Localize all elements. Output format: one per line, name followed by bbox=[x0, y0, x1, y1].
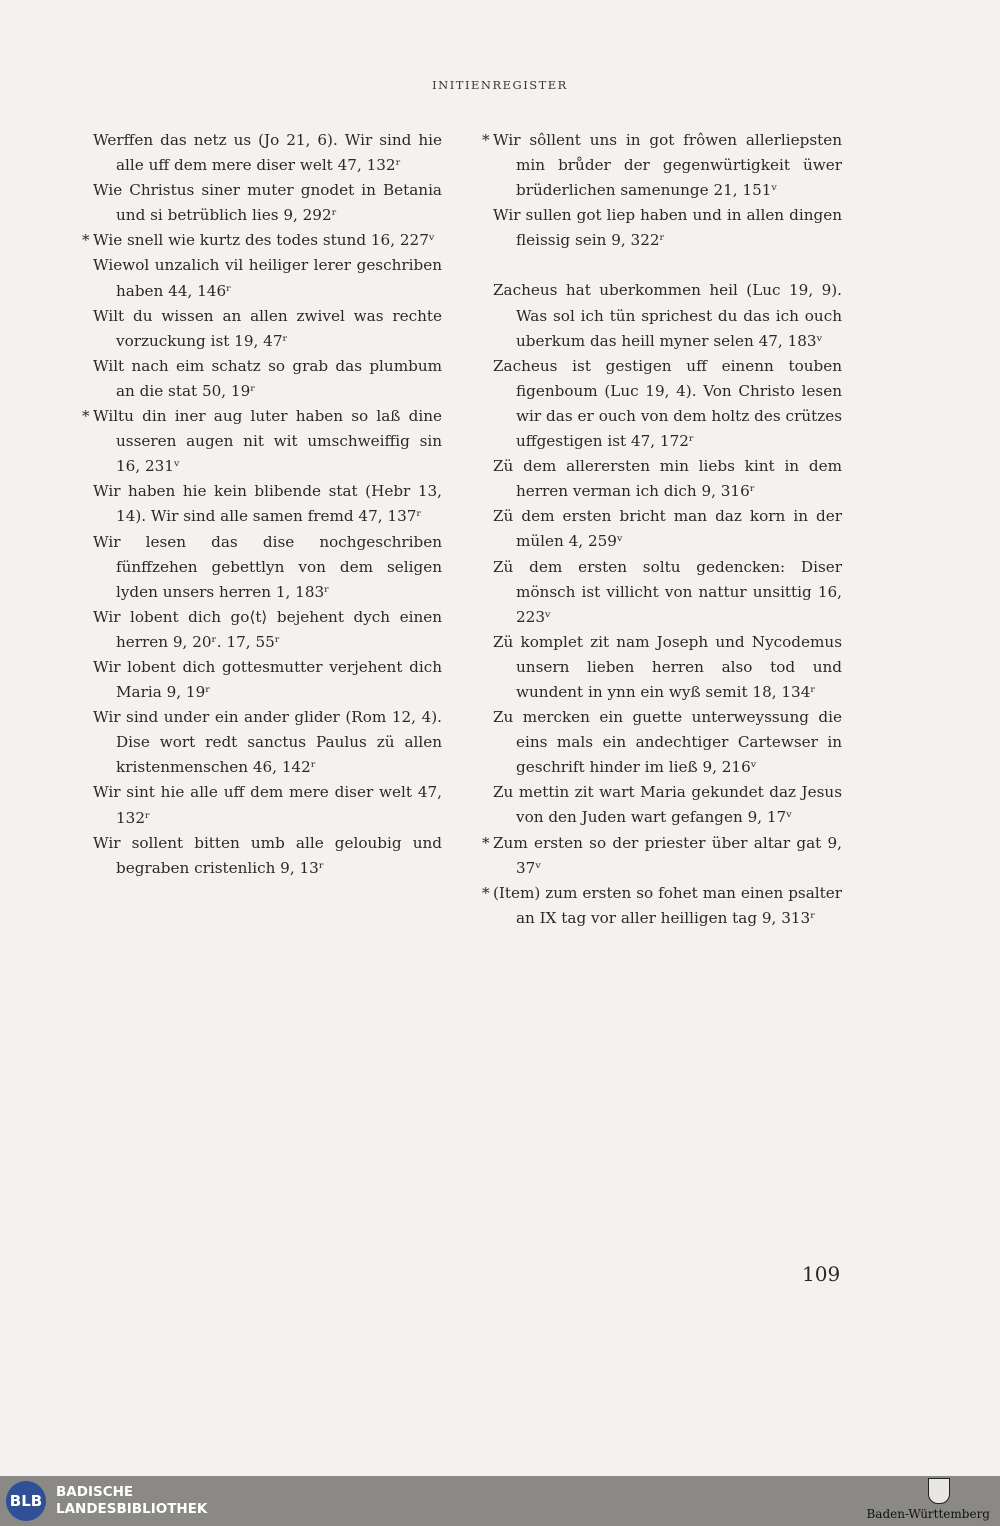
index-entry bbox=[82, 354, 442, 404]
index-entry bbox=[82, 831, 442, 881]
index-entry bbox=[482, 454, 842, 504]
state-name[interactable]: Baden-Württemberg bbox=[866, 1507, 990, 1521]
index-entry bbox=[82, 705, 442, 780]
entry-text: Wir haben hie kein blibende stat (Hebr 13, 14). Wir sind alle samen fremd 47, 137ʳ bbox=[93, 482, 442, 526]
index-entry bbox=[82, 128, 442, 178]
index-entry bbox=[482, 203, 842, 253]
entry-text: Wir sind under ein ander glider (Rom 12, 4). Dise wort redt sanctus Paulus zü allen kristenmenschen 46, 142ʳ bbox=[93, 708, 442, 777]
library-name bbox=[56, 1484, 207, 1518]
entry-text: Zü dem ersten soltu gedencken: Diser mönsch ist villicht von nattur unsittig 16, 223ᵛ bbox=[493, 557, 842, 626]
index-column-right bbox=[482, 128, 842, 931]
index-entry bbox=[482, 705, 842, 780]
asterisk-marker: * bbox=[482, 883, 490, 902]
entry-text: Wir sint hie alle uff dem mere diser welt 47, 132ʳ bbox=[93, 783, 442, 827]
entry-text: Wir lesen das dise nochgeschriben fünffzehen gebettlyn von dem seligen lyden unsers herren 1, 183ʳ bbox=[93, 532, 442, 601]
index-entry bbox=[82, 780, 442, 830]
entry-text: Wir sollent bitten umb alle geloubig und begraben cristenlich 9, 13ʳ bbox=[93, 833, 442, 877]
entry-text: Zü dem ersten bricht man daz korn in der mülen 4, 259ᵛ bbox=[493, 507, 842, 551]
index-entry bbox=[482, 881, 842, 931]
library-name-line2: LANDESBIBLIOTHEK bbox=[56, 1501, 208, 1517]
index-entry bbox=[482, 555, 842, 630]
entry-text: Wiewol unzalich vil heiliger lerer geschriben haben 44, 146ʳ bbox=[93, 256, 442, 300]
entry-text: Wilt du wissen an allen zwivel was rechte vorzuckung ist 19, 47ʳ bbox=[93, 306, 442, 350]
index-entry bbox=[482, 128, 842, 203]
index-entry bbox=[82, 178, 442, 228]
index-entry bbox=[482, 278, 842, 353]
index-entry bbox=[82, 253, 442, 303]
index-entry bbox=[82, 479, 442, 529]
entry-text: Zacheus hat uberkommen heil (Luc 19, 9). Was sol ich tün sprichest du das ich ouch uberkum das heill myner selen 47, 183ᵛ bbox=[493, 281, 842, 350]
index-entry bbox=[482, 831, 842, 881]
asterisk-marker: * bbox=[482, 131, 490, 149]
coat-of-arms-icon bbox=[928, 1478, 950, 1504]
entry-text: Zu mercken ein guette unterweyssung die eins mals ein andechtiger Cartewser in geschrift hinder im ließ 9, 216ᵛ bbox=[493, 708, 842, 777]
library-name-line1: BADISCHE bbox=[56, 1484, 134, 1500]
page-header: INITIENREGISTER bbox=[432, 78, 568, 92]
index-entry bbox=[82, 304, 442, 354]
index-entry bbox=[82, 605, 442, 655]
entry-text: Werffen das netz us (Jo 21, 6). Wir sind hie alle uff dem mere diser welt 47, 132ʳ bbox=[93, 131, 442, 175]
entry-text: Wir lobent dich gottesmutter verjehent dich Maria 9, 19ʳ bbox=[93, 657, 442, 702]
entry-text: (Item) zum ersten so fohet man einen psalter an IX tag vor aller heilligen tag 9, 313ʳ bbox=[493, 883, 842, 927]
asterisk-marker: * bbox=[82, 407, 90, 426]
entry-text: Wir sôllent uns in got frôwen allerliepsten min brůder der gegenwürtigkeit üwer brüderlichen samenunge 21, 151ᵛ bbox=[493, 131, 842, 200]
index-entry bbox=[482, 630, 842, 705]
index-column-left bbox=[82, 128, 442, 881]
page-number: 109 bbox=[802, 1262, 841, 1286]
entry-text: Wilt nach eim schatz so grab das plumbum an die stat 50, 19ʳ bbox=[93, 356, 442, 400]
entry-text: Wir sullen got liep haben und in allen dingen fleissig sein 9, 322ʳ bbox=[493, 206, 842, 250]
entry-text: Zü komplet zit nam Joseph und Nycodemus unsern lieben herren also tod und wundent in ynn ein wyß semit 18, 134ʳ bbox=[493, 632, 842, 701]
entry-text: Wir lobent dich go⟨t⟩ bejehent dych einen herren 9, 20ʳ. 17, 55ʳ bbox=[93, 607, 442, 651]
entry-text: Zü dem allerersten min liebs kint in dem herren verman ich dich 9, 316ʳ bbox=[493, 457, 842, 501]
footer-bar bbox=[0, 1476, 1000, 1526]
entry-text: Wiltu din iner aug luter haben so laß dine usseren augen nit wit umschweiffig sin 16, 231ᵛ bbox=[93, 407, 442, 476]
index-entry bbox=[82, 530, 442, 605]
entry-text: Zu mettin zit wart Maria gekundet daz Jesus von den Juden wart gefangen 9, 17ᵛ bbox=[493, 783, 842, 827]
asterisk-marker: * bbox=[82, 231, 90, 250]
entry-text: Wie snell wie kurtz des todes stund 16, 227ᵛ bbox=[93, 231, 435, 250]
blb-logo[interactable]: BLB bbox=[6, 1481, 46, 1521]
index-entry bbox=[82, 404, 442, 479]
index-entry bbox=[482, 780, 842, 830]
index-entry bbox=[482, 354, 842, 454]
entry-text: Zacheus ist gestigen uff einenn touben figenboum (Luc 19, 4). Von Christo lesen wir das er ouch von dem holtz des crützes uffgestigen ist 47, 172ʳ bbox=[493, 356, 842, 451]
entry-text: Zum ersten so der priester über altar gat 9, 37ᵛ bbox=[493, 833, 842, 877]
asterisk-marker: * bbox=[482, 833, 490, 852]
index-entry bbox=[82, 228, 442, 253]
entry-text: Wie Christus siner muter gnodet in Betania und si betrüblich lies 9, 292ʳ bbox=[93, 181, 442, 225]
index-entry bbox=[482, 504, 842, 554]
index-entry bbox=[82, 655, 442, 705]
